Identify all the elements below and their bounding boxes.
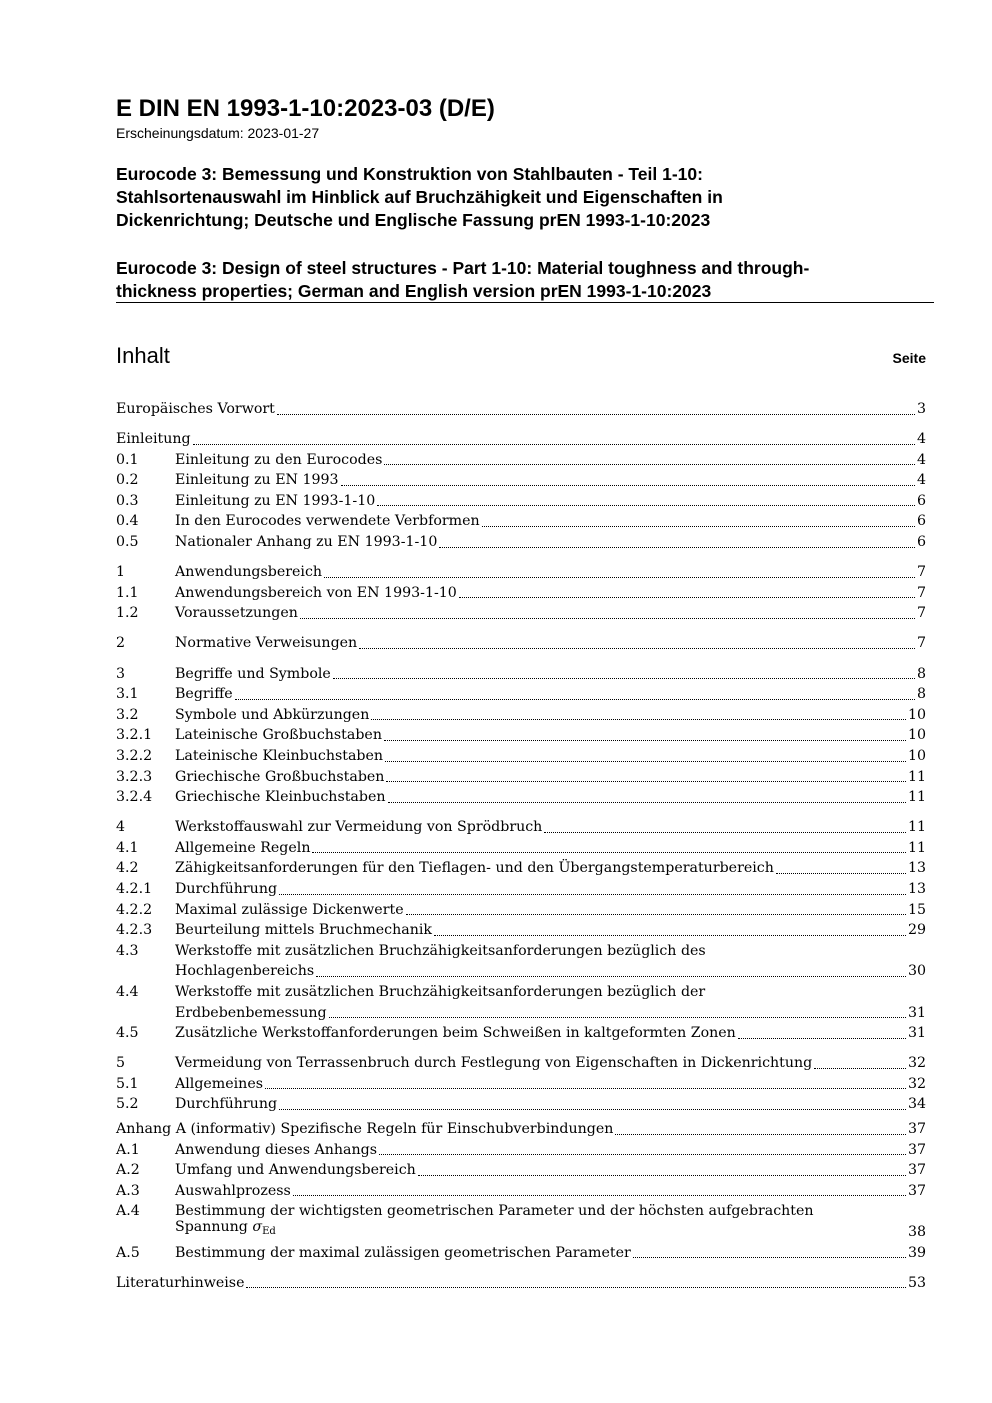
toc-leader (329, 1017, 906, 1018)
toc-entry-label: Einleitung zu EN 1993 (175, 472, 339, 489)
toc-entry-page: 34 (907, 1096, 926, 1113)
toc-entry-number: 1 (116, 564, 126, 581)
toc-leader (300, 618, 915, 619)
toc-leader (359, 648, 915, 649)
toc-leader (377, 505, 915, 506)
toc-entry-label: Allgemeine Regeln (175, 839, 311, 856)
toc-leader (459, 597, 915, 598)
toc-leader (388, 802, 906, 803)
toc-entry[interactable] (116, 941, 926, 962)
publication-date: Erscheinungsdatum: 2023-01-27 (116, 125, 320, 141)
toc-leader (418, 1175, 906, 1176)
toc-entry-number: 0.5 (116, 534, 139, 551)
toc-entry-page: 37 (907, 1162, 926, 1179)
toc-leader (312, 852, 905, 853)
toc-entry-label: Begriffe (175, 686, 233, 703)
toc-entry-page: 39 (907, 1244, 926, 1261)
title-german-line: Eurocode 3: Bemessung und Konstruktion von Stahlbauten - Teil 1-10: (116, 164, 703, 184)
toc-entry[interactable] (116, 470, 926, 491)
toc-leader (482, 526, 915, 527)
toc-entry[interactable] (116, 920, 926, 941)
toc-entry-number: 5 (116, 1055, 126, 1072)
toc-entry-number: A.2 (116, 1162, 140, 1179)
toc-entry-page: 7 (916, 605, 926, 622)
toc-entry-continuation[interactable] (116, 1218, 926, 1243)
toc-entry[interactable] (116, 838, 926, 859)
toc-entry[interactable] (116, 399, 926, 420)
toc-entry-page: 37 (907, 1121, 926, 1137)
toc-entry-label: Bestimmung der maximal zulässigen geometrischen Parameter (175, 1244, 631, 1261)
sigma-subscript: Ed (262, 1225, 276, 1237)
toc-entry-label: Literaturhinweise (116, 1274, 245, 1291)
toc-entry-label-text: Spannung (175, 1218, 248, 1235)
toc-entry[interactable] (116, 664, 926, 685)
toc-leader (814, 1068, 906, 1069)
toc-entry[interactable] (116, 1053, 926, 1074)
toc-entry[interactable] (116, 532, 926, 553)
toc-entry-page: 29 (907, 922, 926, 939)
toc-entry[interactable] (116, 633, 926, 654)
toc-entry-label: Begriffe und Symbole (175, 665, 331, 682)
toc-leader (293, 1195, 906, 1196)
toc-entry[interactable] (116, 1273, 926, 1294)
toc-entry-number: A.1 (116, 1141, 140, 1158)
toc-entry-page: 4 (916, 431, 926, 448)
toc-entry-page: 4 (916, 451, 926, 468)
toc-entry-label: Durchführung (175, 1096, 278, 1113)
toc-entry-number: 4 (116, 819, 126, 836)
toc-entry-label: Werkstoffauswahl zur Vermeidung von Sprödbruch (175, 819, 543, 836)
toc-entry-number: 0.3 (116, 492, 139, 509)
toc-entry-number: 0.1 (116, 451, 139, 468)
header-divider (116, 302, 934, 303)
toc-entry-label: Symbole und Abkürzungen (175, 706, 370, 723)
toc-entry[interactable] (116, 491, 926, 512)
toc-leader (738, 1038, 906, 1039)
toc-entry-page: 11 (907, 768, 926, 785)
toc-entry-label (175, 1217, 276, 1243)
title-english-line: thickness properties; German and English version prEN 1993-1-10:2023 (116, 281, 712, 301)
toc-entry[interactable] (116, 1094, 926, 1115)
toc-entry-label-line1: Werkstoffe mit zusätzlichen Bruchzähigkeitsanforderungen bezüglich des (175, 942, 706, 959)
toc-entry[interactable] (116, 817, 926, 838)
toc-entry-page: 15 (907, 901, 926, 918)
toc-entry[interactable] (116, 511, 926, 532)
toc-entry[interactable] (116, 562, 926, 583)
toc-entry-label: Hochlagenbereichs (175, 963, 315, 980)
toc-entry[interactable] (116, 1181, 926, 1202)
toc-entry-page: 10 (907, 727, 926, 744)
toc-entry[interactable] (116, 767, 926, 788)
title-german (116, 163, 936, 232)
toc-entry-page: 8 (916, 686, 926, 703)
toc-entry[interactable] (116, 1160, 926, 1181)
toc-entry-page: 3 (916, 401, 926, 417)
toc-entry-label: Anwendungsbereich von EN 1993-1-10 (175, 584, 457, 601)
toc-entry-number: 4.2 (116, 860, 139, 877)
toc-entry-page: 8 (916, 665, 926, 682)
toc-leader (324, 577, 915, 578)
toc-entry-page: 38 (907, 1223, 926, 1240)
toc-entry-page: 37 (907, 1182, 926, 1199)
toc-entry-label: Einleitung zu den Eurocodes (175, 451, 383, 468)
title-english-line: Eurocode 3: Design of steel structures - Part 1-10: Material toughness and through- (116, 258, 810, 278)
toc-entry-page: 7 (916, 564, 926, 581)
toc-entry-page: 31 (907, 1025, 926, 1042)
toc-leader (384, 740, 906, 741)
toc-leader (379, 1154, 906, 1155)
toc-entry-page: 6 (916, 534, 926, 551)
toc-leader (265, 1088, 906, 1089)
toc-entry-continuation[interactable] (116, 1003, 926, 1024)
toc-entry-label: Lateinische Großbuchstaben (175, 727, 382, 744)
toc-entry-label: Auswahlprozess (175, 1182, 291, 1199)
toc-leader (246, 1287, 905, 1288)
toc-leader (544, 832, 906, 833)
toc-entry[interactable] (116, 982, 926, 1003)
toc-leader (434, 935, 906, 936)
toc-leader (316, 976, 906, 977)
toc-entry-label: In den Eurocodes verwendete Verbformen (175, 513, 480, 530)
toc-entry-label: Anhang A (informativ) Spezifische Regeln für Einschubverbindungen (116, 1121, 614, 1137)
toc-entry-page: 31 (907, 1004, 926, 1021)
toc-entry-number: 3.2.2 (116, 747, 153, 764)
toc-entry-number: A.3 (116, 1182, 140, 1199)
document-id: E DIN EN 1993-1-10:2023-03 (D/E) (116, 95, 495, 122)
toc-entry-number: 3.2 (116, 706, 139, 723)
toc-entry-label: Allgemeines (175, 1075, 263, 1092)
toc-entry-label: Umfang und Anwendungsbereich (175, 1162, 416, 1179)
toc-entry-number: 5.1 (116, 1075, 139, 1092)
toc-entry[interactable] (116, 583, 926, 604)
toc-entry-label: Lateinische Kleinbuchstaben (175, 747, 384, 764)
toc-entry-number: 3.2.1 (116, 727, 153, 744)
toc-entry-label: Europäisches Vorwort (116, 401, 275, 417)
toc-entry-number: 0.2 (116, 472, 139, 489)
toc-entry-number: 4.3 (116, 942, 139, 959)
toc-entry[interactable] (116, 450, 926, 471)
toc-entry-number: 4.2.1 (116, 880, 153, 897)
toc-entry-label: Durchführung (175, 880, 278, 897)
toc-entry-page: 7 (916, 584, 926, 601)
toc-entry[interactable] (116, 746, 926, 767)
toc-entry-page: 13 (907, 860, 926, 877)
toc-entry-label: Voraussetzungen (175, 605, 298, 622)
toc-entry-label: Anwendungsbereich (175, 564, 323, 581)
title-german-line: Stahlsortenauswahl im Hinblick auf Bruchzähigkeit und Eigenschaften in (116, 187, 723, 207)
toc-leader (776, 873, 906, 874)
toc-leader (279, 1109, 906, 1110)
toc-entry-label: Maximal zulässige Dickenwerte (175, 901, 404, 918)
toc-entry[interactable] (116, 705, 926, 726)
toc-entry-label: Normative Verweisungen (175, 635, 358, 652)
toc-leader (341, 485, 915, 486)
toc-leader (633, 1257, 906, 1258)
toc-leader (439, 547, 915, 548)
toc-entry-number: 2 (116, 635, 126, 652)
toc-entry[interactable] (116, 684, 926, 705)
toc-entry-page: 11 (907, 789, 926, 806)
toc-entry-label: Griechische Kleinbuchstaben (175, 789, 386, 806)
title-english (116, 257, 936, 303)
sigma-symbol: σ (252, 1218, 263, 1235)
toc-entry-number: 3.2.3 (116, 768, 153, 785)
toc-entry[interactable] (116, 1243, 926, 1264)
toc-entry-label: Vermeidung von Terrassenbruch durch Festlegung von Eigenschaften in Dickenrichtung (175, 1055, 813, 1072)
toc-entry[interactable] (116, 900, 926, 921)
toc-entry[interactable] (116, 1140, 926, 1161)
toc-entry-number: 1.2 (116, 605, 139, 622)
toc-entry-number: 5.2 (116, 1096, 139, 1113)
toc-entry-number: 4.4 (116, 983, 139, 1000)
toc-entry-page: 10 (907, 706, 926, 723)
title-german-line: Dickenrichtung; Deutsche und Englische Fassung prEN 1993-1-10:2023 (116, 210, 711, 230)
toc-entry-page: 10 (907, 747, 926, 764)
toc-entry-page: 30 (907, 963, 926, 980)
toc-leader (333, 678, 915, 679)
toc-entry-label: Beurteilung mittels Bruchmechanik (175, 922, 432, 939)
toc-entry-label: Einleitung (116, 431, 191, 448)
toc-entry-page: 6 (916, 513, 926, 530)
toc-entry[interactable] (116, 787, 926, 808)
toc-leader (279, 894, 906, 895)
toc-entry-number: 4.2.2 (116, 901, 153, 918)
toc-leader (406, 914, 906, 915)
toc-entry-label: Zähigkeitsanforderungen für den Tieflagen- und den Übergangstemperaturbereich (175, 860, 774, 877)
toc-entry-number: 3.1 (116, 686, 139, 703)
toc-entry-page: 4 (916, 472, 926, 489)
toc-entry[interactable] (116, 429, 926, 450)
table-of-contents (116, 399, 926, 1293)
toc-entry-page: 32 (907, 1055, 926, 1072)
toc-entry-page: 6 (916, 492, 926, 509)
toc-leader (384, 464, 915, 465)
toc-leader (615, 1134, 906, 1135)
toc-entry[interactable] (116, 603, 926, 624)
toc-entry-label: Erdbebenbemessung (175, 1004, 327, 1021)
toc-entry[interactable] (116, 858, 926, 879)
toc-entry-number: 4.5 (116, 1025, 139, 1042)
toc-entry-number: 3.2.4 (116, 789, 153, 806)
toc-page-column-label: Seite (892, 350, 926, 366)
toc-entry-number: 1.1 (116, 584, 139, 601)
toc-entry-number: 4.2.3 (116, 922, 153, 939)
toc-entry-page: 37 (907, 1141, 926, 1158)
toc-entry-page: 11 (907, 839, 926, 856)
toc-entry-label-line1: Werkstoffe mit zusätzlichen Bruchzähigkeitsanforderungen bezüglich der (175, 983, 706, 1000)
toc-entry-label: Anwendung dieses Anhangs (175, 1141, 377, 1158)
toc-leader (371, 719, 906, 720)
toc-entry-page: 32 (907, 1075, 926, 1092)
toc-leader (385, 761, 906, 762)
toc-entry-page: 11 (907, 819, 926, 836)
toc-entry[interactable] (116, 879, 926, 900)
toc-entry[interactable] (116, 1074, 926, 1095)
toc-entry-label: Nationaler Anhang zu EN 1993-1-10 (175, 534, 438, 551)
toc-entry-continuation[interactable] (116, 961, 926, 982)
toc-entry[interactable] (116, 1119, 926, 1140)
toc-entry-page: 13 (907, 880, 926, 897)
toc-entry-page: 7 (916, 635, 926, 652)
toc-entry[interactable] (116, 1023, 926, 1044)
toc-entry-label-line1: Bestimmung der wichtigsten geometrischen Parameter und der höchsten aufgebrachten (175, 1203, 814, 1220)
toc-leader (386, 781, 906, 782)
toc-entry-number: 3 (116, 665, 126, 682)
toc-entry-page: 53 (907, 1274, 926, 1291)
toc-entry-number: A.5 (116, 1244, 140, 1261)
toc-leader (235, 699, 915, 700)
toc-entry-label: Griechische Großbuchstaben (175, 768, 385, 785)
toc-heading: Inhalt (116, 343, 170, 368)
toc-entry[interactable] (116, 725, 926, 746)
toc-leader (193, 444, 915, 445)
toc-entry-number: 4.1 (116, 839, 139, 856)
toc-entry-number: 0.4 (116, 513, 139, 530)
toc-leader (277, 414, 915, 415)
toc-entry-number: A.4 (116, 1203, 140, 1220)
toc-entry-label: Einleitung zu EN 1993-1-10 (175, 492, 376, 509)
toc-entry-label: Zusätzliche Werkstoffanforderungen beim Schweißen in kaltgeformten Zonen (175, 1025, 736, 1042)
